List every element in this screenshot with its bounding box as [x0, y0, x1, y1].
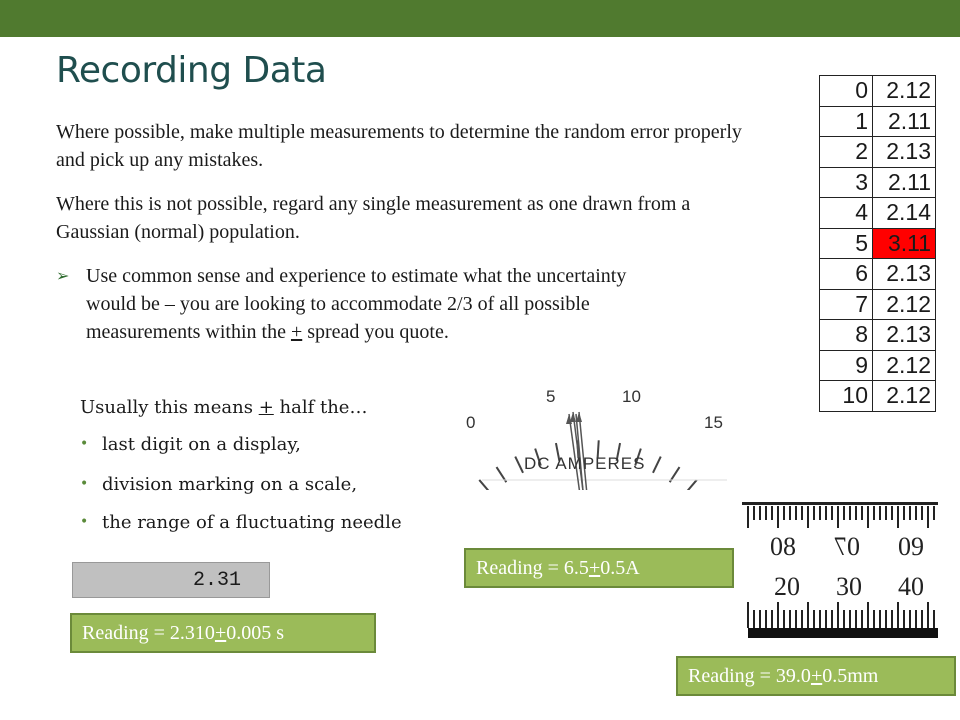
- ruler-bottom-num-2: 30: [836, 572, 862, 601]
- table-cell-outlier: 3.11: [873, 228, 936, 259]
- table-cell-value: 2.11: [873, 167, 936, 198]
- plus-minus-symbol: +: [258, 397, 274, 418]
- table-cell-index: 2: [820, 137, 873, 168]
- meter-scale-10: 10: [622, 387, 641, 406]
- table-row: [820, 320, 936, 351]
- meter-needles: [569, 412, 592, 490]
- table-cell-value: 2.12: [873, 76, 936, 107]
- table-cell-value: 2.12: [873, 289, 936, 320]
- sub-bullet-needle: • the range of a fluctuating needle: [80, 512, 402, 533]
- table-cell-value: 2.12: [873, 350, 936, 381]
- sub-bullet-scale: • division marking on a scale,: [80, 474, 358, 495]
- meter-scale-5: 5: [546, 387, 556, 406]
- dot-bullet-icon: •: [80, 476, 89, 492]
- ruler-bottom-num-3: 40: [898, 572, 924, 601]
- reading-ruler: Reading = 39.0+0.5mm: [676, 656, 956, 696]
- table-row: [820, 137, 936, 168]
- meter-tick: [479, 480, 491, 490]
- ruler-top-num-3: 09: [898, 532, 924, 561]
- dot-bullet-icon: •: [80, 436, 89, 452]
- table-cell-index: 5: [820, 228, 873, 259]
- table-cell-index: 7: [820, 289, 873, 320]
- ruler-bottom-num-1: 20: [774, 572, 800, 601]
- table-row: [820, 228, 936, 259]
- table-row: [820, 289, 936, 320]
- table-row: [820, 381, 936, 412]
- ruler-top-num-2: 07: [834, 532, 860, 561]
- page-title: Recording Data: [56, 50, 327, 91]
- dot-bullet-icon: •: [80, 514, 89, 530]
- bullet-common-sense: [56, 262, 776, 346]
- plus-minus-symbol: +: [810, 665, 823, 687]
- table-row: [820, 167, 936, 198]
- table-cell-index: 4: [820, 198, 873, 229]
- meter-scale-0: 0: [466, 413, 476, 432]
- ruler-top-num-1: 08: [770, 532, 796, 561]
- table-cell-index: 3: [820, 167, 873, 198]
- table-row: [820, 106, 936, 137]
- meter-tick: [653, 457, 661, 473]
- table-cell-index: 9: [820, 350, 873, 381]
- plus-minus-symbol: +: [588, 557, 601, 579]
- table-cell-index: 0: [820, 76, 873, 107]
- arrow-bullet-icon: ➢: [56, 266, 70, 285]
- table-cell-index: 10: [820, 381, 873, 412]
- table-row: [820, 76, 936, 107]
- sub-bullet-display: • last digit on a display,: [80, 434, 301, 455]
- plus-minus-symbol: +: [290, 321, 303, 343]
- digital-display: 2.31: [72, 562, 270, 598]
- bullet-line-1: Use common sense and experience to estimate what the uncertainty: [86, 265, 627, 287]
- table-row: [820, 259, 936, 290]
- table-cell-value: 2.13: [873, 259, 936, 290]
- plus-minus-symbol: +: [214, 622, 227, 644]
- table-cell-value: 2.12: [873, 381, 936, 412]
- reading-display: Reading = 2.310+0.005 s: [70, 613, 376, 653]
- table-cell-index: 8: [820, 320, 873, 351]
- measurement-table: [819, 75, 936, 412]
- reading-meter: Reading = 6.5+0.5A: [464, 548, 734, 588]
- table-cell-value: 2.13: [873, 320, 936, 351]
- table-row: [820, 350, 936, 381]
- table-cell-index: 6: [820, 259, 873, 290]
- table-row: [820, 198, 936, 229]
- table-cell-value: 2.14: [873, 198, 936, 229]
- meter-tick: [685, 480, 697, 490]
- table-cell-value: 2.11: [873, 106, 936, 137]
- header-bar: [0, 0, 960, 37]
- meter-scale-15: 15: [704, 413, 723, 432]
- paragraph-multiple-measurements: Where possible, make multiple measurements to determine the random error properly and pick up any mistakes.: [56, 121, 742, 171]
- bullet-line-2: would be – you are looking to accommodate 2/3 of all possible: [86, 293, 590, 315]
- table-cell-value: 2.13: [873, 137, 936, 168]
- paragraph-single-measurement: Where this is not possible, regard any single measurement as one drawn from a Gaussian (normal) population.: [56, 193, 691, 243]
- usually-text: Usually this means + half the…: [80, 397, 368, 418]
- bullet-line-3: measurements within the + spread you quote.: [86, 321, 449, 343]
- meter-label: DC AMPERES: [524, 454, 646, 473]
- meter-tick: [515, 457, 523, 473]
- table-cell-index: 1: [820, 106, 873, 137]
